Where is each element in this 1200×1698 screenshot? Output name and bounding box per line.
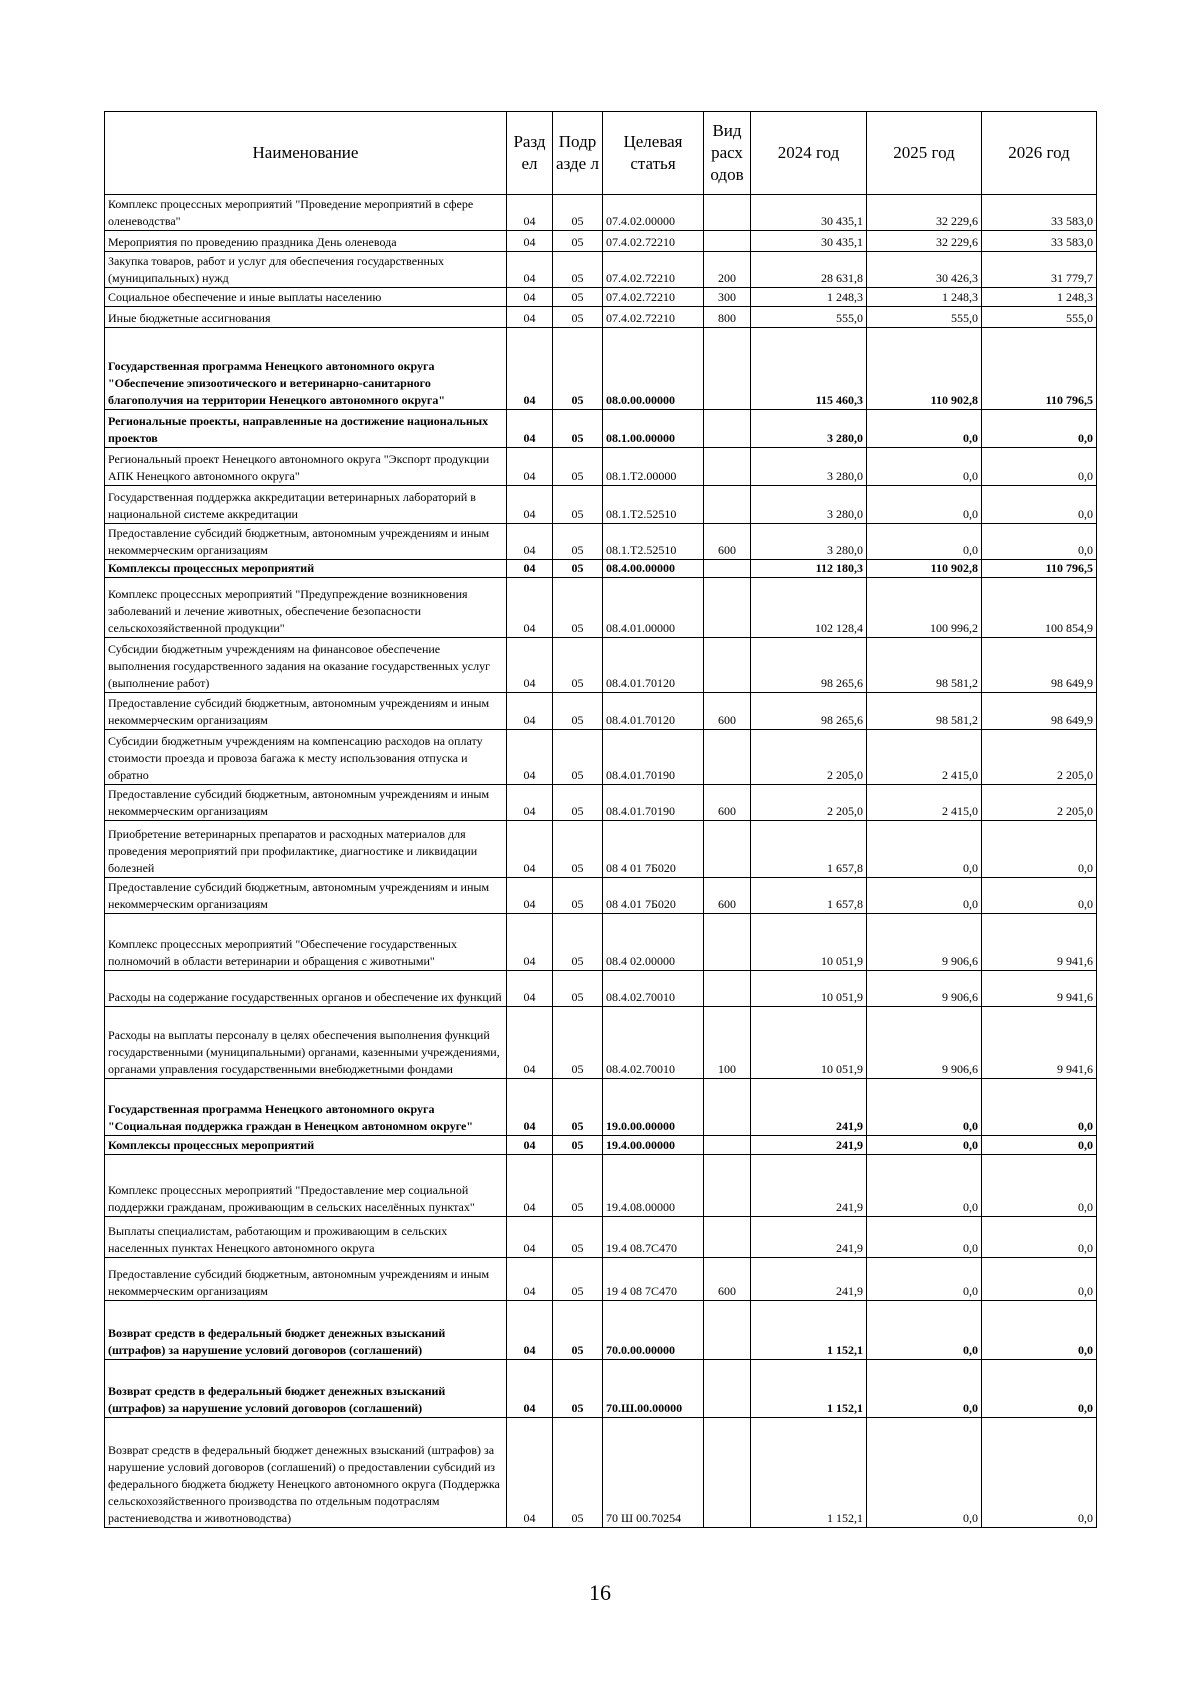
cell-expense-type	[704, 914, 751, 971]
cell-year-2024: 241,9	[751, 1258, 867, 1301]
cell-target-article: 70 Ш 00.70254	[603, 1418, 704, 1528]
table-row	[105, 785, 1097, 821]
cell-expense-type	[704, 560, 751, 578]
cell-razdel: 04	[507, 231, 553, 252]
table-row	[105, 1217, 1097, 1258]
cell-year-2026: 0,0	[982, 1136, 1097, 1155]
cell-year-2025: 2 415,0	[867, 730, 982, 785]
table-row	[105, 730, 1097, 785]
cell-expense-type	[704, 1079, 751, 1136]
cell-year-2024: 1 657,8	[751, 878, 867, 914]
cell-target-article: 08 4.01 7Б020	[603, 878, 704, 914]
cell-year-2026: 33 583,0	[982, 195, 1097, 231]
cell-expense-type	[704, 410, 751, 448]
cell-podrazdel: 05	[553, 195, 603, 231]
cell-year-2024: 3 280,0	[751, 410, 867, 448]
cell-year-2026: 0,0	[982, 821, 1097, 878]
cell-podrazdel: 05	[553, 821, 603, 878]
cell-target-article: 08.1.Т2.52510	[603, 486, 704, 524]
table-row	[105, 328, 1097, 410]
table-header-row	[105, 112, 1097, 195]
cell-name: Предоставление субсидий бюджетным, автономным учреждениям и иным некоммерческим организациям	[105, 693, 507, 730]
cell-year-2025: 0,0	[867, 1136, 982, 1155]
cell-target-article: 08.4.01.00000	[603, 578, 704, 638]
cell-name: Государственная программа Ненецкого автономного округа "Обеспечение эпизоотического и ветеринарно-санитарного благополучия на территории Ненецкого автономного округа"	[105, 328, 507, 410]
header-podrazdel: Подр азде л	[553, 112, 603, 195]
cell-razdel: 04	[507, 638, 553, 693]
cell-year-2025: 0,0	[867, 448, 982, 486]
cell-target-article: 19.4.08.00000	[603, 1155, 704, 1217]
cell-target-article: 70.Ш.00.00000	[603, 1360, 704, 1418]
cell-expense-type	[704, 730, 751, 785]
cell-year-2025: 0,0	[867, 1217, 982, 1258]
cell-podrazdel: 05	[553, 1217, 603, 1258]
cell-year-2026: 0,0	[982, 1418, 1097, 1528]
cell-name: Иные бюджетные ассигнования	[105, 307, 507, 328]
cell-year-2025: 98 581,2	[867, 638, 982, 693]
table-row	[105, 448, 1097, 486]
table-row	[105, 914, 1097, 971]
cell-year-2026: 0,0	[982, 1360, 1097, 1418]
cell-podrazdel: 05	[553, 1360, 603, 1418]
cell-year-2026: 0,0	[982, 1217, 1097, 1258]
table-row	[105, 288, 1097, 307]
cell-podrazdel: 05	[553, 1136, 603, 1155]
cell-target-article: 08.1.Т2.52510	[603, 524, 704, 560]
cell-expense-type	[704, 821, 751, 878]
cell-year-2025: 2 415,0	[867, 785, 982, 821]
cell-podrazdel: 05	[553, 730, 603, 785]
cell-year-2026: 9 941,6	[982, 914, 1097, 971]
cell-year-2024: 241,9	[751, 1155, 867, 1217]
cell-podrazdel: 05	[553, 328, 603, 410]
cell-year-2024: 102 128,4	[751, 578, 867, 638]
cell-podrazdel: 05	[553, 785, 603, 821]
cell-year-2025: 0,0	[867, 1155, 982, 1217]
cell-podrazdel: 05	[553, 971, 603, 1007]
cell-target-article: 07.4.02.72210	[603, 307, 704, 328]
cell-target-article: 19.4 08.7С470	[603, 1217, 704, 1258]
cell-name: Предоставление субсидий бюджетным, автономным учреждениям и иным некоммерческим организациям	[105, 524, 507, 560]
cell-expense-type	[704, 448, 751, 486]
cell-year-2025: 0,0	[867, 878, 982, 914]
cell-year-2025: 100 996,2	[867, 578, 982, 638]
cell-podrazdel: 05	[553, 307, 603, 328]
cell-razdel: 04	[507, 328, 553, 410]
cell-name: Комплекс процессных мероприятий "Предупреждение возникновения заболеваний и лечение животных, обеспечение безопасности сельскохозяйственной продукции"	[105, 578, 507, 638]
table-row	[105, 524, 1097, 560]
cell-name: Предоставление субсидий бюджетным, автономным учреждениям и иным некоммерческим организациям	[105, 878, 507, 914]
cell-expense-type	[704, 1217, 751, 1258]
cell-year-2024: 241,9	[751, 1217, 867, 1258]
cell-name: Комплекс процессных мероприятий "Предоставление мер социальной поддержки гражданам, проживающим в сельских населённых пунктах"	[105, 1155, 507, 1217]
cell-expense-type	[704, 231, 751, 252]
cell-razdel: 04	[507, 821, 553, 878]
table-row	[105, 971, 1097, 1007]
cell-year-2024: 1 152,1	[751, 1301, 867, 1360]
cell-year-2026: 0,0	[982, 1258, 1097, 1301]
cell-podrazdel: 05	[553, 1155, 603, 1217]
table-row	[105, 638, 1097, 693]
cell-year-2025: 0,0	[867, 410, 982, 448]
cell-year-2026: 2 205,0	[982, 785, 1097, 821]
cell-expense-type	[704, 971, 751, 1007]
cell-year-2024: 2 205,0	[751, 730, 867, 785]
cell-year-2025: 30 426,3	[867, 252, 982, 288]
cell-name: Возврат средств в федеральный бюджет денежных взысканий (штрафов) за нарушение условий договоров (соглашений) о предоставлении субсидий из федерального бюджета бюджету Ненецкого автономного округа (Поддержка сельскохозяйственного производства по отдельным подотраслям растениеводства и животноводства)	[105, 1418, 507, 1528]
cell-year-2024: 3 280,0	[751, 486, 867, 524]
cell-expense-type: 100	[704, 1007, 751, 1079]
cell-razdel: 04	[507, 410, 553, 448]
cell-name: Государственная поддержка аккредитации ветеринарных лабораторий в национальной системе аккредитации	[105, 486, 507, 524]
cell-year-2025: 0,0	[867, 1079, 982, 1136]
table-row	[105, 252, 1097, 288]
table-row	[105, 578, 1097, 638]
cell-year-2025: 32 229,6	[867, 231, 982, 252]
cell-year-2025: 555,0	[867, 307, 982, 328]
cell-year-2026: 0,0	[982, 410, 1097, 448]
cell-name: Субсидии бюджетным учреждениям на финансовое обеспечение выполнения государственного задания на оказание государственных услуг (выполнение работ)	[105, 638, 507, 693]
cell-year-2024: 115 460,3	[751, 328, 867, 410]
cell-expense-type	[704, 486, 751, 524]
cell-name: Возврат средств в федеральный бюджет денежных взысканий (штрафов) за нарушение условий договоров (соглашений)	[105, 1360, 507, 1418]
cell-name: Социальное обеспечение и иные выплаты населению	[105, 288, 507, 307]
cell-year-2026: 1 248,3	[982, 288, 1097, 307]
cell-podrazdel: 05	[553, 878, 603, 914]
cell-podrazdel: 05	[553, 638, 603, 693]
table-row	[105, 821, 1097, 878]
header-name: Наименование	[105, 112, 507, 195]
cell-razdel: 04	[507, 578, 553, 638]
cell-podrazdel: 05	[553, 560, 603, 578]
header-year-2025: 2025 год	[867, 112, 982, 195]
cell-year-2026: 0,0	[982, 1155, 1097, 1217]
cell-year-2024: 30 435,1	[751, 231, 867, 252]
cell-podrazdel: 05	[553, 1007, 603, 1079]
cell-year-2025: 0,0	[867, 1258, 982, 1301]
cell-podrazdel: 05	[553, 1418, 603, 1528]
cell-year-2024: 30 435,1	[751, 195, 867, 231]
cell-razdel: 04	[507, 730, 553, 785]
cell-razdel: 04	[507, 1360, 553, 1418]
cell-target-article: 19.4.00.00000	[603, 1136, 704, 1155]
cell-expense-type: 200	[704, 252, 751, 288]
cell-expense-type	[704, 1301, 751, 1360]
cell-year-2024: 98 265,6	[751, 638, 867, 693]
cell-year-2025: 0,0	[867, 821, 982, 878]
cell-podrazdel: 05	[553, 448, 603, 486]
cell-name: Приобретение ветеринарных препаратов и расходных материалов для проведения мероприятий при профилактике, диагностике и ликвидации болезней	[105, 821, 507, 878]
cell-year-2024: 1 152,1	[751, 1360, 867, 1418]
cell-name: Предоставление субсидий бюджетным, автономным учреждениям и иным некоммерческим организациям	[105, 785, 507, 821]
cell-year-2026: 31 779,7	[982, 252, 1097, 288]
cell-year-2026: 100 854,9	[982, 578, 1097, 638]
cell-year-2025: 98 581,2	[867, 693, 982, 730]
cell-razdel: 04	[507, 785, 553, 821]
table-row	[105, 307, 1097, 328]
cell-year-2024: 2 205,0	[751, 785, 867, 821]
table-row	[105, 560, 1097, 578]
cell-year-2026: 33 583,0	[982, 231, 1097, 252]
cell-year-2026: 98 649,9	[982, 693, 1097, 730]
cell-expense-type: 600	[704, 878, 751, 914]
cell-razdel: 04	[507, 195, 553, 231]
table-row	[105, 878, 1097, 914]
cell-razdel: 04	[507, 1079, 553, 1136]
cell-target-article: 07.4.02.00000	[603, 195, 704, 231]
table-row	[105, 1007, 1097, 1079]
table-row	[105, 195, 1097, 231]
cell-expense-type: 300	[704, 288, 751, 307]
cell-year-2024: 241,9	[751, 1136, 867, 1155]
table-row	[105, 693, 1097, 730]
cell-year-2024: 3 280,0	[751, 448, 867, 486]
cell-podrazdel: 05	[553, 1258, 603, 1301]
cell-year-2025: 0,0	[867, 1418, 982, 1528]
cell-razdel: 04	[507, 1301, 553, 1360]
cell-year-2024: 3 280,0	[751, 524, 867, 560]
cell-year-2024: 10 051,9	[751, 1007, 867, 1079]
cell-target-article: 08.4 02.00000	[603, 914, 704, 971]
cell-podrazdel: 05	[553, 1301, 603, 1360]
cell-expense-type	[704, 1360, 751, 1418]
cell-razdel: 04	[507, 1136, 553, 1155]
cell-target-article: 19.0.00.00000	[603, 1079, 704, 1136]
table-body	[105, 195, 1097, 1528]
cell-year-2025: 0,0	[867, 1360, 982, 1418]
cell-razdel: 04	[507, 914, 553, 971]
cell-name: Комплексы процессных мероприятий	[105, 1136, 507, 1155]
cell-year-2026: 2 205,0	[982, 730, 1097, 785]
cell-podrazdel: 05	[553, 252, 603, 288]
cell-razdel: 04	[507, 560, 553, 578]
header-razdel: Разд ел	[507, 112, 553, 195]
table-row	[105, 410, 1097, 448]
table-row	[105, 1155, 1097, 1217]
cell-target-article: 07.4.02.72210	[603, 252, 704, 288]
cell-name: Возврат средств в федеральный бюджет денежных взысканий (штрафов) за нарушение условий договоров (соглашений)	[105, 1301, 507, 1360]
cell-year-2026: 0,0	[982, 1301, 1097, 1360]
cell-razdel: 04	[507, 971, 553, 1007]
cell-target-article: 07.4.02.72210	[603, 288, 704, 307]
cell-razdel: 04	[507, 878, 553, 914]
cell-year-2026: 555,0	[982, 307, 1097, 328]
cell-year-2026: 110 796,5	[982, 328, 1097, 410]
cell-year-2024: 555,0	[751, 307, 867, 328]
cell-expense-type: 600	[704, 1258, 751, 1301]
cell-name: Закупка товаров, работ и услуг для обеспечения государственных (муниципальных) нужд	[105, 252, 507, 288]
cell-razdel: 04	[507, 1155, 553, 1217]
cell-year-2025: 0,0	[867, 1301, 982, 1360]
cell-razdel: 04	[507, 448, 553, 486]
cell-year-2025: 1 248,3	[867, 288, 982, 307]
cell-expense-type	[704, 328, 751, 410]
cell-name: Комплекс процессных мероприятий "Проведение мероприятий в сфере оленеводства"	[105, 195, 507, 231]
cell-year-2025: 32 229,6	[867, 195, 982, 231]
cell-target-article: 08 4 01 7Б020	[603, 821, 704, 878]
cell-target-article: 08.0.00.00000	[603, 328, 704, 410]
cell-target-article: 08.1.00.00000	[603, 410, 704, 448]
cell-podrazdel: 05	[553, 914, 603, 971]
cell-name: Предоставление субсидий бюджетным, автономным учреждениям и иным некоммерческим организациям	[105, 1258, 507, 1301]
cell-name: Комплексы процессных мероприятий	[105, 560, 507, 578]
cell-expense-type: 600	[704, 693, 751, 730]
cell-expense-type	[704, 638, 751, 693]
cell-target-article: 07.4.02.72210	[603, 231, 704, 252]
cell-razdel: 04	[507, 524, 553, 560]
cell-podrazdel: 05	[553, 288, 603, 307]
table-row	[105, 1136, 1097, 1155]
cell-year-2025: 9 906,6	[867, 914, 982, 971]
cell-year-2024: 1 248,3	[751, 288, 867, 307]
cell-razdel: 04	[507, 307, 553, 328]
cell-expense-type	[704, 1136, 751, 1155]
cell-expense-type: 600	[704, 785, 751, 821]
cell-year-2024: 10 051,9	[751, 971, 867, 1007]
cell-razdel: 04	[507, 1007, 553, 1079]
cell-podrazdel: 05	[553, 486, 603, 524]
cell-name: Мероприятия по проведению праздника День оленевода	[105, 231, 507, 252]
cell-podrazdel: 05	[553, 693, 603, 730]
cell-year-2024: 28 631,8	[751, 252, 867, 288]
cell-target-article: 08.4.01.70190	[603, 785, 704, 821]
cell-target-article: 19 4 08 7С470	[603, 1258, 704, 1301]
page-number: 16	[589, 1580, 611, 1605]
table-row	[105, 1360, 1097, 1418]
cell-target-article: 08.4.00.00000	[603, 560, 704, 578]
header-year-2026: 2026 год	[982, 112, 1097, 195]
cell-target-article: 08.4.01.70120	[603, 693, 704, 730]
cell-name: Расходы на выплаты персоналу в целях обеспечения выполнения функций государственными (муниципальными) органами, казенными учреждениями, органами управления государственными внебюджетными фондами	[105, 1007, 507, 1079]
budget-table	[104, 111, 1097, 1528]
cell-year-2026: 0,0	[982, 448, 1097, 486]
cell-target-article: 08.4.01.70120	[603, 638, 704, 693]
cell-year-2026: 9 941,6	[982, 1007, 1097, 1079]
header-target-article: Целевая статья	[603, 112, 704, 195]
cell-target-article: 08.4.02.70010	[603, 971, 704, 1007]
cell-year-2026: 0,0	[982, 524, 1097, 560]
cell-name: Выплаты специалистам, работающим и проживающим в сельских населенных пунктах Ненецкого автономного округа	[105, 1217, 507, 1258]
cell-year-2025: 9 906,6	[867, 1007, 982, 1079]
cell-podrazdel: 05	[553, 524, 603, 560]
cell-name: Региональный проект Ненецкого автономного округа "Экспорт продукции АПК Ненецкого автономного округа"	[105, 448, 507, 486]
cell-year-2025: 110 902,8	[867, 560, 982, 578]
cell-podrazdel: 05	[553, 410, 603, 448]
cell-year-2026: 110 796,5	[982, 560, 1097, 578]
table-row	[105, 1301, 1097, 1360]
cell-target-article: 08.1.Т2.00000	[603, 448, 704, 486]
cell-expense-type: 800	[704, 307, 751, 328]
cell-year-2026: 9 941,6	[982, 971, 1097, 1007]
cell-year-2024: 1 152,1	[751, 1418, 867, 1528]
budget-table-sheet	[104, 111, 1096, 1528]
cell-expense-type	[704, 1418, 751, 1528]
cell-razdel: 04	[507, 288, 553, 307]
cell-year-2024: 98 265,6	[751, 693, 867, 730]
cell-target-article: 08.4.01.70190	[603, 730, 704, 785]
cell-name: Субсидии бюджетным учреждениям на компенсацию расходов на оплату стоимости проезда и провоза багажа к месту использования отпуска и обратно	[105, 730, 507, 785]
cell-razdel: 04	[507, 1418, 553, 1528]
cell-year-2025: 0,0	[867, 524, 982, 560]
cell-name: Государственная программа Ненецкого автономного округа "Социальная поддержка граждан в Ненецком автономном округе"	[105, 1079, 507, 1136]
header-year-2024: 2024 год	[751, 112, 867, 195]
cell-year-2026: 0,0	[982, 1079, 1097, 1136]
cell-year-2025: 0,0	[867, 486, 982, 524]
cell-razdel: 04	[507, 486, 553, 524]
cell-expense-type	[704, 1155, 751, 1217]
table-row	[105, 486, 1097, 524]
cell-year-2024: 241,9	[751, 1079, 867, 1136]
cell-expense-type	[704, 195, 751, 231]
cell-year-2026: 0,0	[982, 486, 1097, 524]
cell-year-2026: 98 649,9	[982, 638, 1097, 693]
cell-name: Расходы на содержание государственных органов и обеспечение их функций	[105, 971, 507, 1007]
cell-year-2025: 110 902,8	[867, 328, 982, 410]
cell-year-2024: 10 051,9	[751, 914, 867, 971]
cell-razdel: 04	[507, 1258, 553, 1301]
cell-expense-type	[704, 578, 751, 638]
header-expense-type: Вид расх одов	[704, 112, 751, 195]
cell-year-2026: 0,0	[982, 878, 1097, 914]
cell-year-2025: 9 906,6	[867, 971, 982, 1007]
table-row	[105, 231, 1097, 252]
cell-year-2024: 112 180,3	[751, 560, 867, 578]
cell-podrazdel: 05	[553, 578, 603, 638]
cell-razdel: 04	[507, 252, 553, 288]
cell-podrazdel: 05	[553, 1079, 603, 1136]
cell-name: Региональные проекты, направленные на достижение национальных проектов	[105, 410, 507, 448]
table-row	[105, 1418, 1097, 1528]
table-row	[105, 1079, 1097, 1136]
cell-name: Комплекс процессных мероприятий "Обеспечение государственных полномочий в области ветеринарии и обращения с животными"	[105, 914, 507, 971]
cell-podrazdel: 05	[553, 231, 603, 252]
cell-razdel: 04	[507, 1217, 553, 1258]
cell-year-2024: 1 657,8	[751, 821, 867, 878]
cell-target-article: 70.0.00.00000	[603, 1301, 704, 1360]
table-row	[105, 1258, 1097, 1301]
cell-expense-type: 600	[704, 524, 751, 560]
cell-target-article: 08.4.02.70010	[603, 1007, 704, 1079]
cell-razdel: 04	[507, 693, 553, 730]
